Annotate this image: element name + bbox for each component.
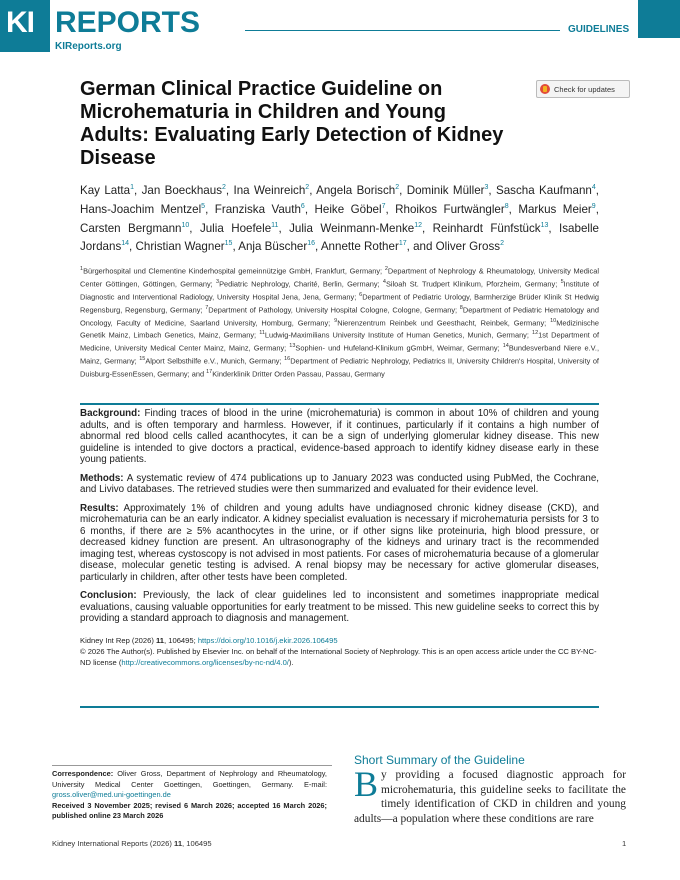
affiliation-text: Department of Pediatric Hematology and Oncology, Faculty of Medicine, Saarland University, Homburg, Germany; [80, 305, 599, 327]
affiliation-number: 9 [334, 317, 338, 324]
affiliation-number: 17 [206, 369, 213, 375]
header-rule [245, 30, 560, 31]
author-affil-ref[interactable]: 4 [591, 184, 596, 191]
author-name: Annette Rother [320, 240, 399, 254]
author-affil-ref[interactable]: 3 [484, 184, 489, 191]
affiliation-number: 5 [560, 278, 564, 285]
affiliation-number: 6 [359, 291, 363, 298]
author-affil-ref[interactable]: 2 [395, 184, 400, 191]
affiliation-text: Medizinische Genetik Mainz, Limbach Genetics, Mainz, Germany; [80, 317, 599, 340]
author-name: Sascha Kaufmann [496, 183, 592, 197]
author-name: Rhoikos Furtwängler [395, 202, 505, 216]
affiliation-text: Alport Selbsthilfe e.V., Munich, Germany; [145, 356, 282, 366]
email-link[interactable]: gross.oliver@med.uni-goettingen.de [52, 790, 171, 800]
author-affil-ref[interactable]: 6 [300, 202, 305, 210]
abstract-top-rule [80, 403, 599, 405]
summary-heading: Short Summary of the Guideline [354, 753, 525, 767]
author-name: Kay Latta [80, 183, 131, 197]
author-name: Christian Wagner [135, 240, 225, 254]
page-number: 1 [622, 839, 627, 848]
author-affil-ref[interactable]: 17 [398, 240, 407, 248]
author-affil-ref[interactable]: 2 [305, 184, 310, 191]
affiliation-number: 2 [384, 266, 388, 272]
author-affil-ref[interactable]: 2 [500, 240, 504, 248]
summary-text: By providing a focused diagnostic approach for microhematuria, this guideline seeks to facilitate the timely identification of CKD in children and young adults—a population where these conditions are rare [354, 764, 626, 825]
license-link[interactable]: http://creativecommons.org/licenses/by-nc-nd/4.0/ [121, 658, 289, 667]
affiliation-number: 10 [550, 317, 557, 324]
affiliation-text: Sophien- und Hufeland-Klinikum gGmbH, Weimar, Germany; [295, 343, 500, 353]
affiliation-number: 4 [382, 278, 386, 285]
author-name: Carsten Bergmann [80, 221, 182, 235]
author-affil-ref[interactable]: 7 [381, 202, 386, 210]
author-affil-ref[interactable]: 14 [121, 240, 130, 248]
affiliation-text: Department of Pediatric Urology, Barmherzige Brüder Klinik St Hedwig Regensburg, Regensburg, Germany; [80, 292, 599, 315]
article-dates: Received 3 November 2025; revised 6 March 2026; accepted 16 March 2026; published online 23 March 2026 [52, 800, 327, 821]
affiliation-text: Ludwig-Maximilians University Institute of Human Genetics, Munich, Germany; [264, 330, 529, 340]
author-affil-ref[interactable]: 8 [504, 202, 509, 210]
affiliation-text: Bundesverband Niere e.V., Mainz, Germany; [80, 343, 599, 366]
author-name: Markus Meier [518, 202, 592, 216]
article-title: German Clinical Practice Guideline on Microhematuria in Children and Young Adults: Evaluating Early Detection of Kidney Disease [80, 78, 504, 169]
author-affil-ref[interactable]: 13 [540, 221, 549, 229]
author-affil-ref[interactable]: 2 [222, 184, 226, 191]
abstract-bottom-rule [80, 706, 599, 708]
check-updates-button[interactable] [536, 80, 630, 98]
affiliation-text: Department of Pediatric Nephrology, Pediatrics II, University Children's Hospital, University of Duisburg-EssenEssen, Germany; and [80, 356, 599, 379]
affiliation-number: 1 [80, 266, 84, 272]
abstract-conclusion: Conclusion: Previously, the lack of clear guidelines led to inconsistent and sometimes inappropriate medical evaluations, causing valuable opportunities for early treatment to be missed. This new guideline seeks to correct this by providing a standard approach to diagnosis and management. [80, 590, 599, 624]
author-name: Hans-Joachim Mentzel [80, 202, 202, 216]
author-name: Franziska Vauth [214, 202, 301, 216]
affiliation-text: Department of Pathology, University Hospital Cologne, Cologne, Germany; [208, 305, 458, 315]
author-name: Oliver Gross [435, 240, 501, 254]
author-affil-ref[interactable]: 1 [130, 184, 135, 191]
correspondence-rule [52, 765, 332, 766]
author-name: Julia Hoefele [199, 221, 272, 235]
affiliation-text: Institute of Diagnostic and Interventional Radiology, University Hospital Jena, Jena, Germany; [80, 279, 599, 302]
drop-cap: B [354, 764, 379, 804]
corner-tab [638, 0, 680, 38]
citation-block [80, 635, 599, 668]
author-name: Ina Weinreich [233, 183, 306, 197]
affiliation-number: 13 [289, 343, 296, 350]
journal-url[interactable]: KIReports.org [55, 41, 122, 52]
affiliation-number: 16 [284, 356, 291, 363]
affiliation-text: Siloah St. Trudpert Klinikum, Pforzheim, Germany; [385, 279, 558, 289]
author-list: Kay Latta$^1$, Jan Boeckhaus$^2$, Ina Weinreich$^2$, Angela Borisch$^2$, Dominik Müller$^3$, Sascha Kaufmann$^4$, Hans-Joachim Mentzel$^5$, Franziska Vauth$^6$, Heike Göbel$^7$, Rhoikos Furtwängler$^8$, Markus Meier$^9$, Carsten Bergmann$^{10}$, Julia Hoefele$^{11}$, Julia Weinmann-Menke$^{12}$, Reinhardt Fünfstück$^{13}$, Isabelle Jordans$^{14}$, Christian Wagner$^{15}$, Anja Büscher$^{16}$, Annette Rother$^{17}$, and Oliver Gross$^2$ [80, 183, 600, 254]
logo-ki: KI [6, 6, 34, 39]
affiliations [80, 264, 599, 380]
copyright-line: © 2026 The Author(s). Published by Elsevier Inc. on behalf of the International Society of Nephrology. This is an open access article under the CC BY-NC-ND license (http://creativecommons.org/licenses/by-nc-nd/4.0/). [80, 647, 597, 667]
abstract-methods: Methods: A systematic review of 474 publications up to January 2023 was conducted using PubMed, the Cochrane, and Livivo databases. The retrieved studies were then summarized and evaluated for their evidence level. [80, 472, 599, 495]
author-affil-ref[interactable]: 12 [414, 221, 422, 229]
abstract-results: Results: Approximately 1% of children and young adults have undiagnosed chronic kidney disease (CKD), and microhematuria can be an early indicator. A kidney specialist evaluation is necessary if microhematuria persists for 3 to 6 months, if there are ≥ 5% acanthocytes in the urine, or if other signs like proteinuria, high blood pressure, or decreased kidney function are present. An ultrasonography of the kidneys and urinary tract is the recommended imaging test, whereas cystoscopy is not advised in most patients. For cases of microhematuria because of a glomerular disease, molecular genetic testing is advised. A renal biopsy may be necessary for active glomerular diseases, particularly in children, after other tests have been completed. [80, 502, 600, 583]
author-affil-ref[interactable]: 11 [271, 221, 279, 229]
abstract [80, 408, 599, 632]
author-name: Isabelle Jordans [80, 221, 599, 254]
affiliation-number: 8 [459, 304, 463, 311]
citation-line: Kidney Int Rep (2026) 11, 106495; https://doi.org/10.1016/j.ekir.2026.106495 [80, 636, 338, 645]
affiliation-number: 7 [205, 304, 209, 311]
affiliation-text: Kinderklinik Dritter Orden Passau, Passau, Germany [212, 369, 385, 379]
section-label: GUIDELINES [568, 24, 630, 35]
abstract-background: Background: Finding traces of blood in the urine (microhematuria) is common in about 10% of children and young adults, and is often temporary and harmless. However, if it continues, particularly if it contains a high number of abnormal red blood cells called acanthocytes, it can be a sign of underlying glomerular kidney disease. This new guideline is intended to give doctors a practical, evidence-based approach to identify kidney disease early in these young patients. [80, 408, 599, 465]
check-updates-label: Check for updates [554, 84, 615, 94]
doi-link[interactable]: https://doi.org/10.1016/j.ekir.2026.106495 [197, 636, 338, 645]
affiliation-number: 14 [502, 343, 509, 350]
affiliation-number: 12 [532, 330, 539, 337]
author-name: Anja Büscher [238, 240, 308, 254]
affiliation-number: 11 [259, 330, 265, 337]
author-name: Angela Borisch [316, 183, 396, 197]
author-affil-ref[interactable]: 5 [201, 202, 206, 210]
affiliation-text: Pediatric Nephrology, Charité, Berlin, Germany; [219, 279, 380, 289]
author-name: Heike Göbel [314, 202, 382, 216]
author-name: Reinhardt Fünfstück [432, 221, 541, 235]
author-name: Dominik Müller [406, 183, 485, 197]
author-affil-ref[interactable]: 9 [591, 202, 596, 210]
affiliation-text: Bürgerhospital und Clementine Kinderhospital gemeinnützige GmbH, Frankfurt, Germany; [83, 266, 383, 276]
author-affil-ref[interactable]: 10 [181, 221, 190, 229]
affiliation-number: 15 [139, 356, 146, 363]
affiliation-text: Nierenzentrum Reinbek und Geesthacht, Reinbek, Germany; [337, 317, 547, 327]
logo-reports: REPORTS [55, 6, 201, 39]
footer-citation: Kidney International Reports (2026) 11, 106495 [52, 839, 212, 848]
affiliation-text: 1st Department of Medicine, University Medical Center Mainz, Mainz, Germany; [80, 330, 600, 353]
correspondence: Correspondence: Oliver Gross, Department of Nephrology and Rheumatology, University Medical Center Goettingen, Goettingen, Germany. E-mail: gross.oliver@med.uni-goettingen.de Received 3 November 2025; revised 6 March 2026; accepted 16 March 2026; published online 23 March 2026 [52, 769, 327, 821]
affiliation-number: 3 [216, 278, 220, 285]
author-name: Jan Boeckhaus [141, 183, 222, 197]
author-affil-ref[interactable]: 15 [224, 240, 233, 248]
author-affil-ref[interactable]: 16 [307, 240, 316, 248]
affiliation-text: Department of Nephrology & Rheumatology, University Medical Center Göttingen, Göttingen, Germany; [80, 266, 599, 289]
author-name: Julia Weinmann-Menke [289, 221, 415, 235]
crossmark-icon [540, 84, 550, 94]
